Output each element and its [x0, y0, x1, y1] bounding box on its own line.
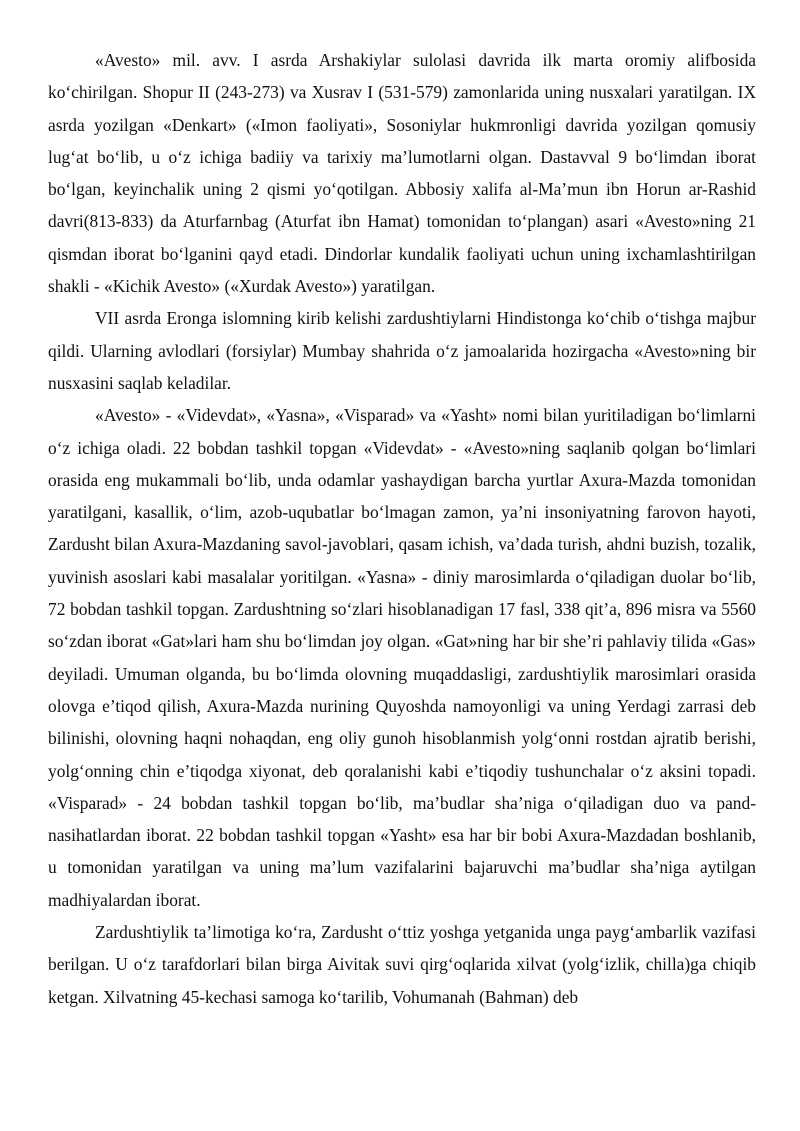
paragraph-avesto-history: «Avesto» mil. avv. I asrda Arshakiylar sulolasi davrida ilk marta oromiy alifbosida ko‘chirilgan. Shopur II (243-273) va Xusrav I (531-579) zamonlarida uning nusxalari yaratilgan. IX asrda yozilgan «Denkart» («Imon faoliyati», Sosoniylar hukmronligi davrida yozilgan qomusiy lug‘at bo‘lib, u o‘z ichiga badiiy va tarixiy ma’lumotlarni olgan. Dastavval 9 bo‘limdan iborat bo‘lgan, keyinchalik uning 2 qismi yo‘qotilgan. Abbosiy xalifa al-Ma’mun ibn Horun ar-Rashid davri(813-833) da Aturfarnbag (Aturfat ibn Hamat) tomonidan to‘plangan) asari «Avesto»ning 21 qismdan iborat bo‘lganini qayd etadi. Dindorlar kundalik faoliyati uchun uning ixchamlashtirilgan shakli - «Kichik Avesto» («Xurdak Avesto») yaratilgan.	[48, 50, 756, 297]
paragraph-migration: VII asrda Eronga islomning kirib kelishi zardushtiylarni Hindistonga ko‘chib o‘tishga majbur qildi. Ularning avlodlari (forsiylar) Mumbay shahrida o‘z jamoalarida hozirgacha «Avesto»ning bir nusxasini saqlab keladilar.	[48, 308, 756, 393]
paragraph-zardusht-teaching: Zardushtiylik ta’limotiga ko‘ra, Zardusht o‘ttiz yoshga yetganida unga payg‘ambarlik vazifasi berilgan. U o‘z tarafdorlari bilan birga Aivitak suvi qirg‘oqlarida xilvat (yolg‘izlik, chilla)ga chiqib ketgan. Xilvatning 45-kechasi samoga ko‘tarilib, Vohumanah (Bahman) deb	[48, 922, 756, 1007]
paragraph-avesto-sections: «Avesto» - «Videvdat», «Yasna», «Visparad» va «Yasht» nomi bilan yuritiladigan bo‘limlarni o‘z ichiga oladi. 22 bobdan tashkil topgan «Videvdat» - «Avesto»ning saqlanib qolgan bo‘limlari orasida eng mukammali bo‘lib, unda odamlar yashaydigan barcha yurtlar Axura-Mazda tomonidan yaratilgani, kasallik, o‘lim, azob-uqubatlar bo‘lmagan zamon, ya’ni insoniyatning farovon hayoti, Zardusht bilan Axura-Mazdaning savol-javoblari, qasam ichish, va’dada turish, ahdni buzish, tozalik, yuvinish asoslari kabi masalalar yoritilgan. «Yasna» - diniy marosimlarda o‘qiladigan duolar bo‘lib, 72 bobdan tashkil topgan. Zardushtning so‘zlari hisoblanadigan 17 fasl, 338 qit’a, 896 misra va 5560 so‘zdan iborat «Gat»lari ham shu bo‘limdan joy olgan. «Gat»ning har bir she’ri pahlaviy tilida «Gas» deyiladi. Umuman olganda, bu bo‘limda olovning muqaddasligi, zardushtiylik marosimlari orasida olovga e’tiqod qilish, Axura-Mazda nurining Quyoshda namoyonligi va uning Yerdagi zarrasi deb bilinishi, olovning haqni nohaqdan, eng oliy gunoh hisoblanmish yolg‘onni rostdan ajratib berishi, yolg‘onning chin e’tiqodga xiyonat, deb qoralanishi kabi e’tiqodiy tushunchalar o‘z aksini topadi. «Visparad» - 24 bobdan tashkil topgan bo‘lib, ma’budlar sha’niga o‘qiladigan duo va pand-nasihatlardan iborat. 22 bobdan tashkil topgan «Yasht» esa har bir bobi Axura-Mazdadan boshlanib, u tomonidan yaratilgan va uning ma’lum vazifalarini bajaruvchi ma’budlar sha’niga aytilgan madhiyalardan iborat.	[48, 405, 756, 910]
document-page	[48, 44, 756, 1013]
